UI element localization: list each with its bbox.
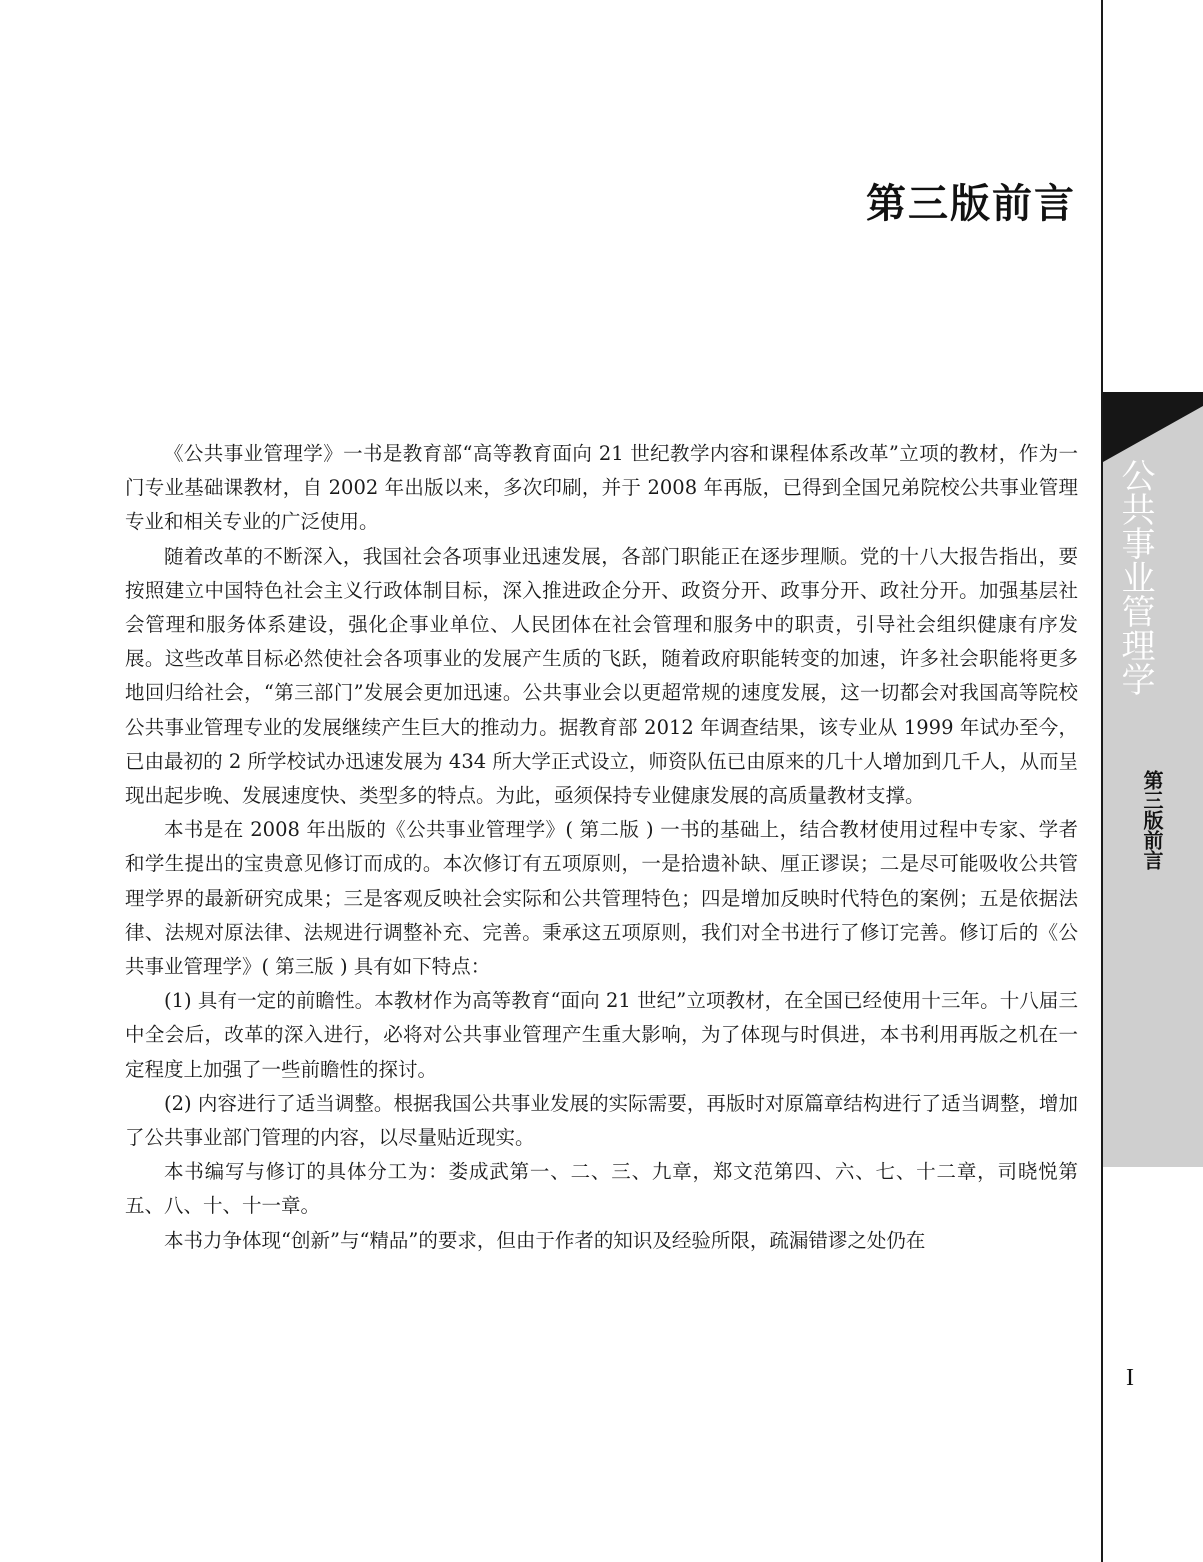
paragraph: (2) 内容进行了适当调整。根据我国公共事业发展的实际需要，再版时对原篇章结构进行了适当调整，增加了公共事业部门管理的内容，以尽量贴近现实。 [125,1091,1078,1150]
paragraph: 本书力争体现“创新”与“精品”的要求，但由于作者的知识及经验所限，疏漏错谬之处仍在 [164,1228,926,1252]
paragraph: 《公共事业管理学》一书是教育部“高等教育面向 21 世纪教学内容和课程体系改革”立项的教材，作为一门专业基础课教材，自 2002 年出版以来，多次印刷，并于 2008 年再版，已得到全国兄弟院校公共事业管理专业和相关专业的广泛使用。 [125,442,1078,534]
side-tab-chapter-title: 第三版前言 [1140,770,1164,870]
page-title: 第三版前言 [866,180,1076,227]
preface-body [125,437,1078,1258]
paragraph: 本书编写与修订的具体分工为：娄成武第一、二、三、九章，郑文范第四、六、七、十二章，司晓悦第五、八、十、十一章。 [125,1160,1078,1218]
page-number: I [1126,1365,1134,1391]
paragraph: 随着改革的不断深入，我国社会各项事业迅速发展，各部门职能正在逐步理顺。党的十八大报告指出，要按照建立中国特色社会主义行政体制目标，深入推进政企分开、政资分开、政事分开、政社分开。加强基层社会管理和服务体系建设，强化企事业单位、人民团体在社会管理和服务中的职责，引导社会组织健康有序发展。这些改革目标必然使社会各项事业的发展产生质的飞跃，随着政府职能转变的加速，许多社会职能将更多地回归给社会，“第三部门”发展会更加迅速。公共事业会以更超常规的速度发展，这一切都会对我国高等院校公共事业管理专业的发展继续产生巨大的推动力。据教育部 2012 年调查结果，该专业从 1999 年试办至今，已由最初的 2 所学校试办迅速发展为 434 所大学正式设立，师资队伍已由原来的几十人增加到几千人，从而呈现出起步晚、发展速度快、类型多的特点。为此，亟须保持专业健康发展的高质量教材支撑。 [125,544,1078,808]
paragraph: (1) 具有一定的前瞻性。本教材作为高等教育“面向 21 世纪”立项教材，在全国已经使用十三年。十八届三中全会后，改革的深入进行，必将对公共事业管理产生重大影响，为了体现与时俱进，本书利用再版之机在一定程度上加强了一些前瞻性的探讨。 [125,989,1078,1081]
side-tab-book-title: 公共事业管理学 [1115,458,1155,696]
paragraph: 本书是在 2008 年出版的《公共事业管理学》( 第二版 ) 一书的基础上，结合教材使用过程中专家、学者和学生提出的宝贵意见修订而成的。本次修订有五项原则，一是拾遗补缺、厘正谬误；二是尽可能吸收公共管理学界的最新研究成果；三是客观反映社会实际和公共管理特色；四是增加反映时代特色的案例；五是依据法律、法规对原法律、法规进行调整补充、完善。秉承这五项原则，我们对全书进行了修订完善。修订后的《公共事业管理学》( 第三版 ) 具有如下特点： [125,818,1078,979]
